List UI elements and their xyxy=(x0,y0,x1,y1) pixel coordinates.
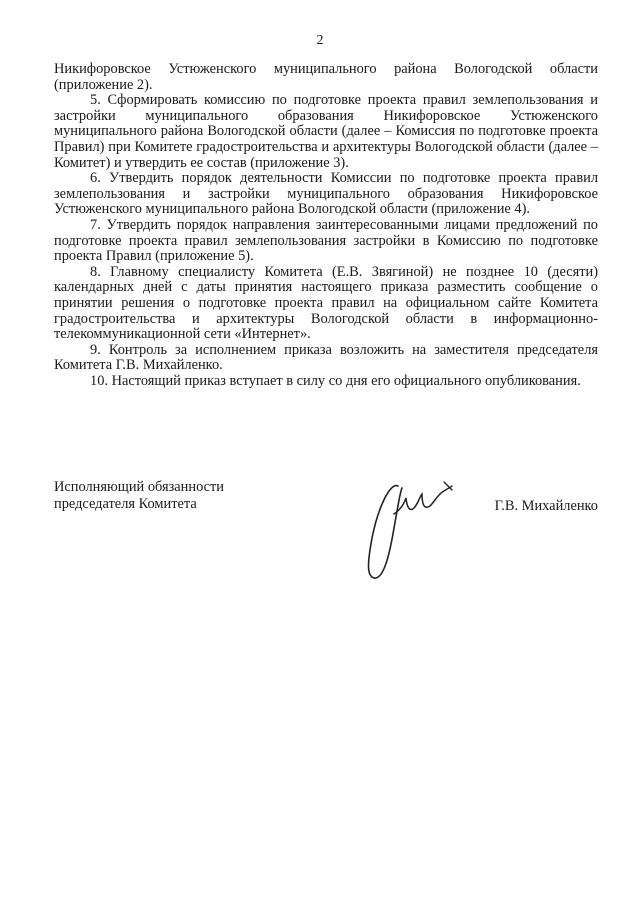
paragraph-item-7: 7. Утвердить порядок направления заинтересованными лицами предложений по подготовке проекта правил землепользования застройки в Комиссию по подготовке проекта Правил (приложение 5). xyxy=(54,216,598,265)
paragraph-continuation: Никифоровское Устюженского муниципального района Вологодской области (приложение 2). xyxy=(54,61,598,93)
signer-name: Г.В. Михайленко xyxy=(494,498,598,514)
document-body xyxy=(54,62,598,389)
signoff-position-line2: председателя Комитета xyxy=(54,496,197,512)
handwritten-signature xyxy=(360,468,470,588)
paragraph-item-5: 5. Сформировать комиссию по подготовке проекта правил землепользования и застройки муниципального образования Никифоровское Устюженского муниципального района Вологодской области (далее – Комиссия по подготовке проекта Правил) при Комитете градостроительства и архитектуры Вологодской области (далее – Комитет) и утвердить ее состав (приложение 3). xyxy=(54,92,598,171)
page-number: 2 xyxy=(316,33,324,48)
signoff-position-line1: Исполняющий обязанности xyxy=(54,479,225,495)
paragraph-item-9: 9. Контроль за исполнением приказа возложить на заместителя председателя Комитета Г.В. Михайленко. xyxy=(54,341,598,374)
signoff-position xyxy=(54,479,224,513)
paragraph-item-8: 8. Главному специалисту Комитета (Е.В. Звягиной) не позднее 10 (десяти) календарных дней с даты принятия настоящего приказа разместить сообщение о принятии решения о подготовке проекта правил на официальном сайте Комитета градостроительства и архитектуры Вологодской области в информационно-телекоммуникационной сети «Интернет». xyxy=(54,263,598,343)
paragraph-item-6: 6. Утвердить порядок деятельности Комиссии по подготовке проекта правил землепользования и застройки муниципального образования Никифоровское Устюженского муниципального района Вологодской области (приложение 4). xyxy=(54,170,598,218)
paragraph-item-10: 10. Настоящий приказ вступает в силу со дня его официального опубликования. xyxy=(90,372,581,389)
